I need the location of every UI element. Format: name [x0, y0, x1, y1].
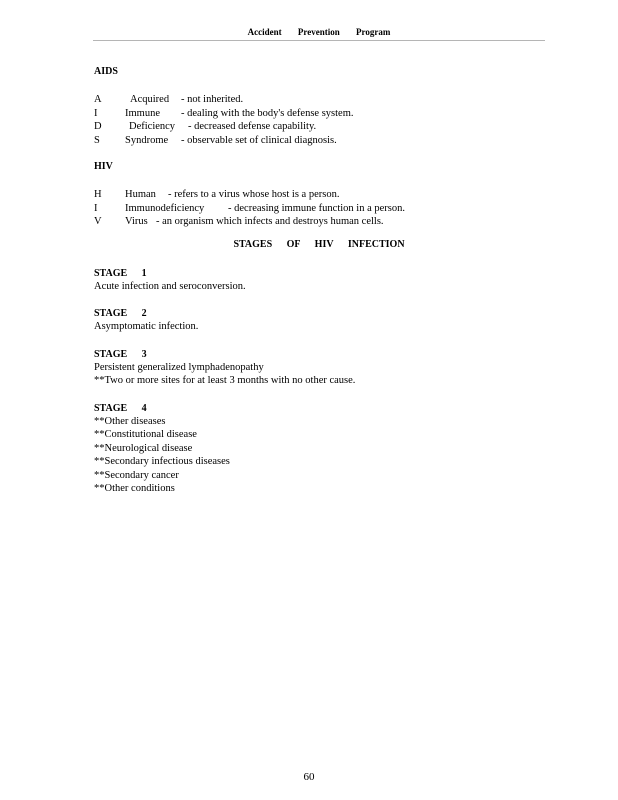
- stage-text: **Other conditions: [94, 483, 175, 494]
- acronym-description: - dealing with the body's defense system.: [181, 107, 354, 119]
- hiv-acronym-list: [94, 188, 544, 229]
- stage-block: [94, 267, 544, 294]
- stage-text: Acute infection and seroconversion.: [94, 280, 246, 292]
- acronym-row: [94, 202, 544, 216]
- acronym-description: - an organism which infects and destroys human cells.: [156, 216, 384, 227]
- acronym-letter: S: [94, 134, 100, 146]
- acronym-row: [94, 120, 544, 134]
- acronym-description: - not inherited.: [181, 94, 244, 105]
- page-content: [94, 66, 544, 496]
- acronym-letter: A: [94, 94, 102, 105]
- stage-block: [94, 348, 544, 388]
- aids-heading: AIDS: [94, 66, 118, 77]
- acronym-letter: D: [94, 121, 102, 132]
- acronym-letter: H: [94, 189, 102, 200]
- page-number: 60: [303, 771, 315, 783]
- stage-block: [94, 402, 544, 496]
- acronym-word: Acquired: [130, 94, 170, 105]
- stage-heading: STAGE 4: [94, 402, 147, 414]
- acronym-letter: V: [94, 216, 102, 227]
- acronym-description: - decreased defense capability.: [188, 121, 317, 132]
- stage-text: **Constitutional disease: [94, 429, 197, 440]
- stage-heading: STAGE 3: [94, 348, 147, 360]
- acronym-word: Syndrome: [125, 134, 169, 146]
- acronym-row: [94, 134, 544, 148]
- stage-text: Persistent generalized lymphadenopathy: [94, 361, 264, 373]
- stage-text: **Two or more sites for at least 3 months with no other cause.: [94, 375, 356, 386]
- acronym-word: Immunodeficiency: [125, 202, 205, 214]
- header-rule: [93, 40, 545, 41]
- acronym-word: Human: [125, 189, 156, 200]
- hiv-heading: HIV: [94, 161, 113, 172]
- running-header: Accident Prevention Program: [247, 27, 391, 37]
- stage-text: **Neurological disease: [94, 442, 193, 454]
- stage-text: **Secondary cancer: [94, 469, 179, 481]
- stage-block: [94, 307, 544, 334]
- stage-text: Asymptomatic infection.: [94, 321, 199, 332]
- stage-heading: STAGE 1: [94, 267, 147, 279]
- acronym-description: - decreasing immune function in a person.: [228, 202, 405, 214]
- acronym-word: Immune: [125, 107, 160, 119]
- acronym-description: - refers to a virus whose host is a person.: [168, 189, 340, 200]
- stages-title: STAGES OF HIV INFECTION: [233, 238, 405, 250]
- acronym-letter: I: [94, 107, 98, 119]
- stage-text: **Other diseases: [94, 415, 166, 427]
- aids-acronym-list: [94, 93, 544, 147]
- stage-heading: STAGE 2: [94, 308, 147, 319]
- acronym-row: [94, 188, 544, 202]
- stage-text: **Secondary infectious diseases: [94, 456, 230, 467]
- acronym-word: Virus: [125, 216, 148, 227]
- acronym-row: [94, 215, 544, 229]
- acronym-row: [94, 107, 544, 121]
- acronym-letter: I: [94, 202, 98, 214]
- acronym-description: - observable set of clinical diagnosis.: [181, 134, 337, 146]
- acronym-word: Deficiency: [129, 121, 176, 132]
- acronym-row: [94, 93, 544, 107]
